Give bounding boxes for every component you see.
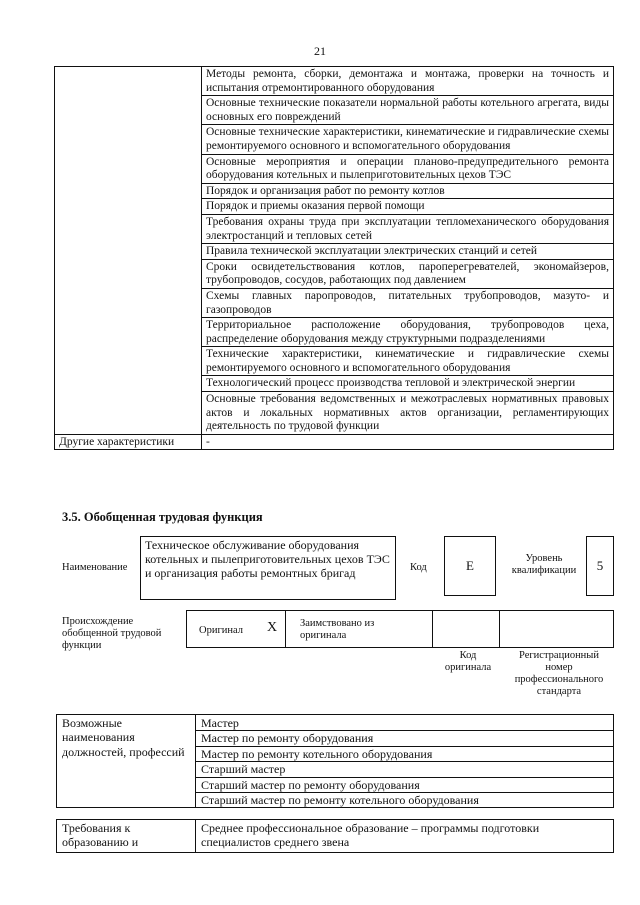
knowledge-item: Методы ремонта, сборки, демонтажа и монтажа, проверки на точность и испытания отремонтированного оборудования — [202, 67, 614, 96]
function-name-box — [140, 536, 396, 600]
level-box — [586, 536, 614, 596]
code-box — [444, 536, 496, 596]
knowledge-item: Территориальное расположение оборудования, трубопроводов цеха, распределение оборудования между структурными подразделениями — [202, 318, 614, 347]
name-label: Наименование — [62, 562, 128, 573]
original-mark: X — [267, 620, 278, 635]
knowledge-item: Порядок и организация работ по ремонту котлов — [202, 183, 614, 199]
knowledge-item: Технические характеристики, кинематические и гидравлические схемы ремонтируемого основного и вспомогательного оборудования — [202, 347, 614, 376]
position-item: Мастер — [196, 716, 613, 731]
knowledge-item: Требования охраны труда при эксплуатации тепломеханического оборудования электростанций и тепловых сетей — [202, 214, 614, 243]
knowledge-item: Основные технические показатели нормальной работы котельного агрегата, виды основных его повреждений — [202, 96, 614, 125]
other-characteristics-value: - — [202, 434, 614, 450]
knowledge-item: Сроки освидетельствования котлов, пароперегревателей, экономайзеров, трубопроводов, сосудов, работающих под давлением — [202, 259, 614, 288]
position-item: Мастер по ремонту оборудования — [196, 731, 613, 746]
reg-number-caption: Регистрационный номер профессионального стандарта — [514, 650, 604, 697]
knowledge-item: Основные мероприятия и операции планово-предупредительного ремонта оборудования котельных и пылеприготовительных цехов ТЭС — [202, 154, 614, 183]
knowledge-item: Схемы главных паропроводов, питательных трубопроводов, мазуто- и газопроводов — [202, 288, 614, 317]
knowledge-item: Порядок и приемы оказания первой помощи — [202, 199, 614, 215]
level-value: 5 — [596, 558, 604, 573]
knowledge-item: Технологический процесс производства тепловой и электрической энергии — [202, 376, 614, 392]
level-label: Уровень квалификации — [511, 553, 577, 576]
reg-number-cell — [499, 610, 614, 648]
position-item: Старший мастер по ремонту оборудования — [196, 778, 613, 793]
borrowed-label: Заимствовано из оригинала — [300, 618, 375, 641]
other-characteristics-row — [55, 434, 614, 450]
borrowed-cell — [285, 610, 433, 648]
section-title: 3.5. Обобщенная трудовая функция — [62, 510, 263, 524]
knowledge-label-cell — [55, 67, 202, 435]
code-original-caption: Код оригинала — [444, 650, 492, 673]
code-value: E — [466, 558, 474, 573]
original-label: Оригинал — [199, 625, 243, 636]
knowledge-item: Правила технической эксплуатации электрических станций и сетей — [202, 244, 614, 260]
original-code-cell — [432, 610, 500, 648]
other-characteristics-label: Другие характеристики — [55, 434, 202, 450]
position-item: Мастер по ремонту котельного оборудования — [196, 747, 613, 762]
knowledge-row — [55, 67, 614, 96]
education-label: Требования к образованию и — [57, 820, 196, 853]
knowledge-item: Основные требования ведомственных и межотраслевых нормативных правовых актов и локальных нормативных актов организации, регламентирующих деятельность по трудовой функции — [202, 392, 614, 435]
education-table — [56, 819, 614, 853]
origin-row — [186, 610, 614, 648]
code-label: Код — [410, 562, 427, 573]
positions-table — [56, 714, 614, 808]
page-number: 21 — [314, 44, 326, 58]
origin-label: Происхождение обобщенной трудовой функции — [62, 616, 162, 651]
positions-label: Возможные наименования должностей, профессий — [57, 715, 196, 808]
knowledge-item: Основные технические характеристики, кинематические и гидравлические схемы ремонтируемого основного и вспомогательного оборудования — [202, 125, 614, 154]
position-item: Старший мастер по ремонту котельного оборудования — [201, 793, 479, 808]
knowledge-table — [54, 66, 614, 450]
function-name-value: Техническое обслуживание оборудования котельных и пылеприготовительных цехов ТЭС и организация работы ремонтных бригад — [145, 538, 390, 580]
education-value: Среднее профессиональное образование – программы подготовки специалистов среднего звена — [196, 820, 614, 853]
positions-list — [196, 715, 614, 808]
position-item: Старший мастер — [196, 762, 613, 777]
original-cell — [186, 610, 286, 648]
